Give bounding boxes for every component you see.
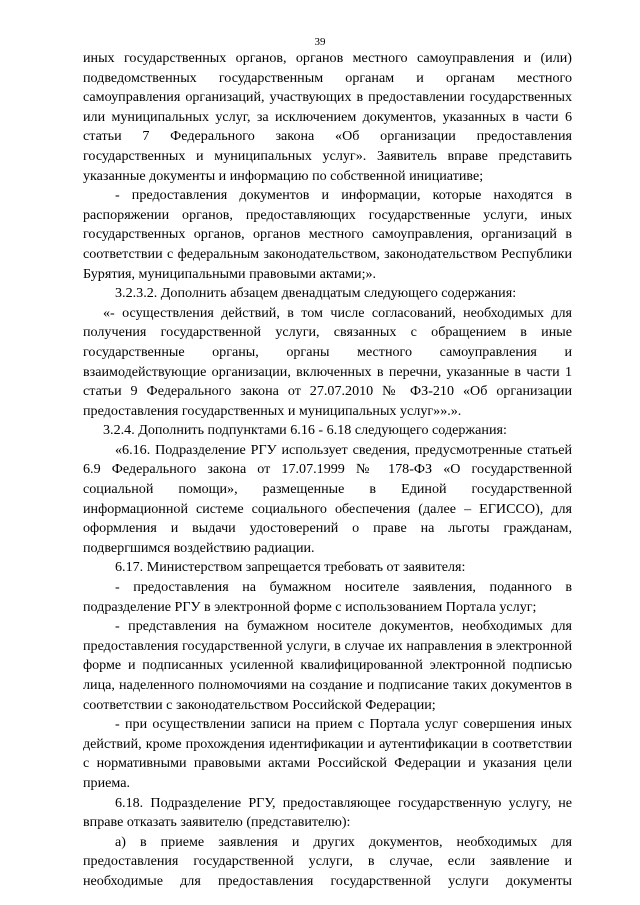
paragraph: а) в приеме заявления и других документов, необходимых для предоставления государственной услуги, в случае, если заявление и необходимые для предоставления государственной услуги документы <box>83 833 572 889</box>
paragraph: иных государственных органов, органов местного самоуправления и (или) подведомственных государственным органам и органам местного самоуправления организаций, участвующих в предоставлении государственных или муниципальных услуг, за исключением документов, указанных в части 6 статьи 7 Федерального закона «Об организации предоставления государственных и муниципальных услуг». Заявитель вправе представить указанные документы и информацию по собственной инициативе; <box>83 50 572 184</box>
paragraph: - представления на бумажном носителе документов, необходимых для предоставления государственной услуги, в случае их направления в электронной форме и подписанных усиленной квалифицированной электронной подписью лица, наделенного полномочиями на создание и подписание таких документов в соответствии с законодательством Российской Федерации; <box>83 618 572 713</box>
paragraph: - предоставления документов и информации, которые находятся в распоряжении органов, предоставляющих государственные услуги, иных государственных органов, органов местного самоуправления, организаций в соответствии с федеральным законодательством, законодательством Республики Бурятия, муниципальными правовыми актами;». <box>83 187 572 282</box>
document-body <box>83 49 572 892</box>
paragraph: - при осуществлении записи на прием с Портала услуг совершения иных действий, кроме прохождения идентификации и аутентификации в соответствии с нормативными правовыми актами Российской Федерации и указания цели приема. <box>83 716 572 791</box>
paragraph: - предоставления на бумажном носителе заявления, поданного в подразделение РГУ в электронной форме с использованием Портала услуг; <box>83 579 572 615</box>
paragraph: 3.2.3.2. Дополнить абзацем двенадцатым следующего содержания: <box>115 285 517 302</box>
paragraph: 6.17. Министерством запрещается требовать от заявителя: <box>115 559 466 576</box>
paragraph: 3.2.4. Дополнить подпунктами 6.16 - 6.18 следующего содержания: <box>103 422 507 439</box>
paragraph: «6.16. Подразделение РГУ использует сведения, предусмотренные статьей 6.9 Федерального закона от 17.07.1999 № 178-ФЗ «О государственной социальной помощи», размещенные в Единой государственной информационной системе социального обеспечения (далее – ЕГИССО), для оформления и выдачи удостоверений о праве на льготы гражданам, подвергшимся воздействию радиации. <box>83 441 572 556</box>
paragraph: 6.18. Подразделение РГУ, предоставляющее государственную услугу, не вправе отказать заявителю (представителю): <box>83 794 572 831</box>
page-number: 39 <box>314 36 326 48</box>
paragraph: «- осуществления действий, в том числе согласований, необходимых для получения государственной услуги, связанных с обращением в иные государственные органы, органы местного самоуправления и взаимодействующие организации, включенных в перечни, указанные в части 1 статьи 9 Федерального закона от 27.07.2010 № ФЗ-210 «Об организации предоставления государственных и муниципальных услуг»».». <box>83 304 572 419</box>
